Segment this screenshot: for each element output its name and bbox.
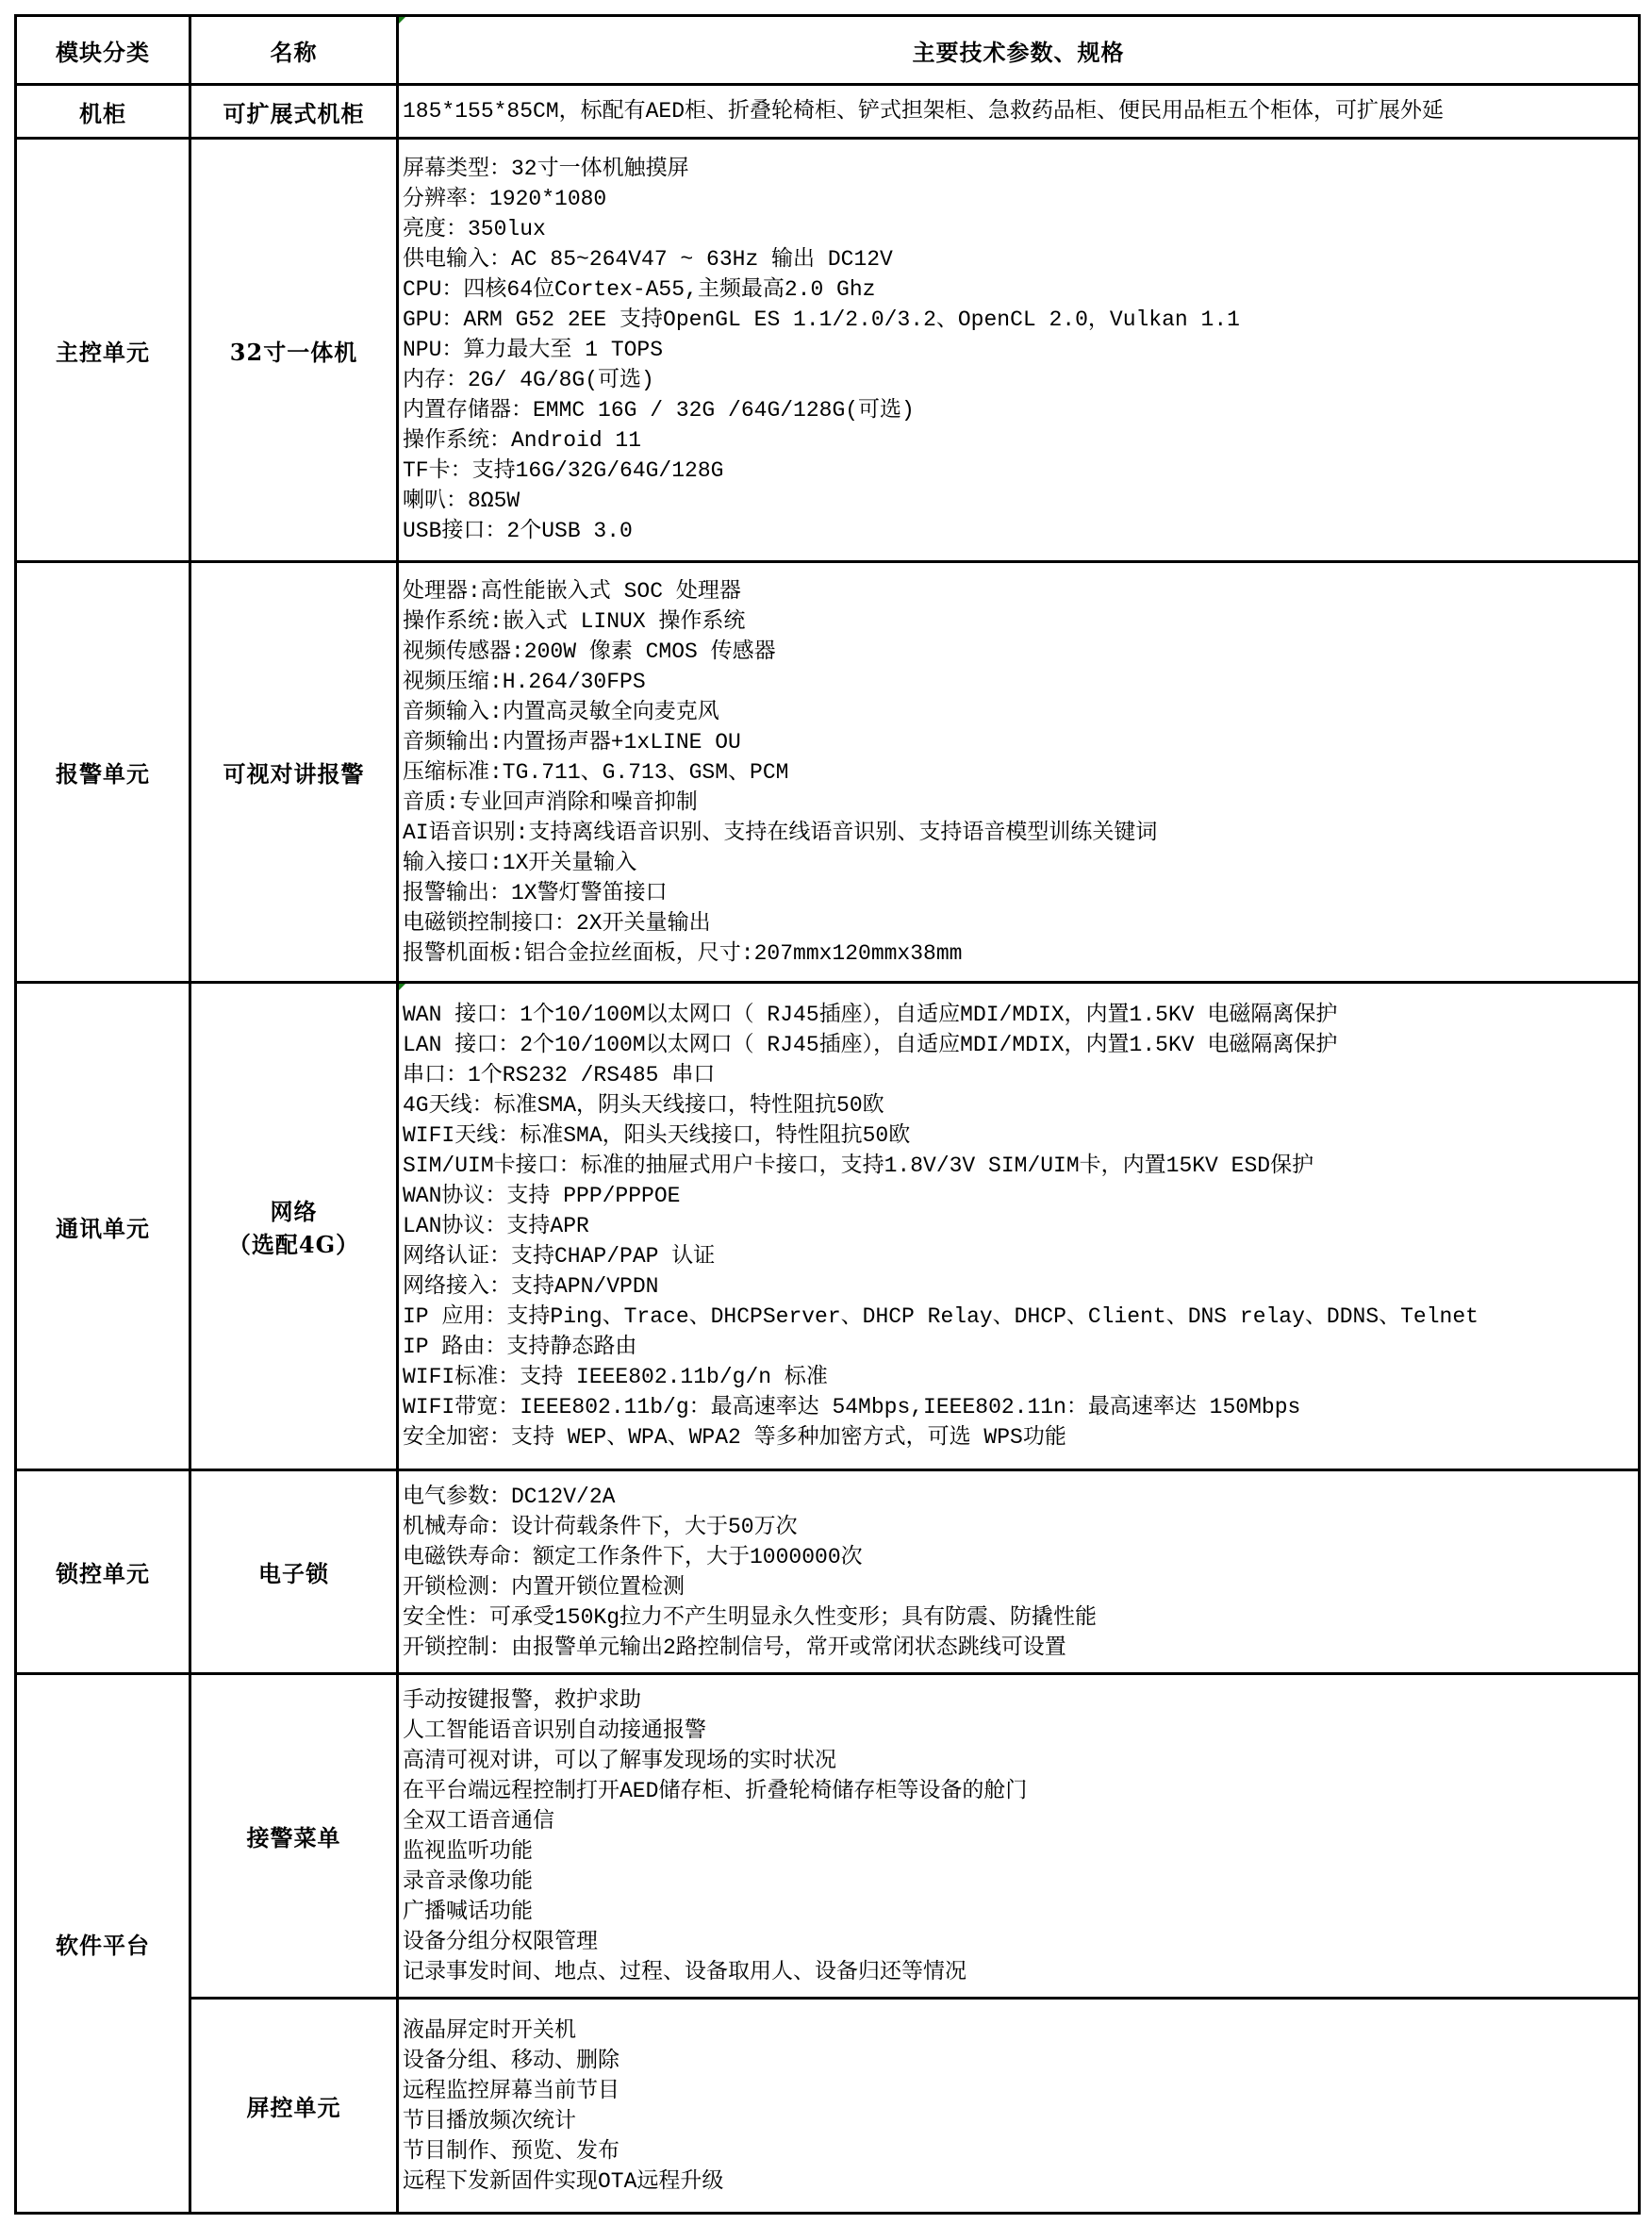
spec-line: 内置存储器：EMMC 16G / 32G /64G/128G(可选) bbox=[403, 398, 915, 423]
specs-cell bbox=[398, 562, 1640, 983]
spec-line: 分辨率：1920*1080 bbox=[403, 187, 607, 211]
spec-line: 监视监听功能 bbox=[403, 1838, 533, 1864]
name-line: 网络 bbox=[270, 1198, 318, 1225]
spec-line: 输入接口:1X开关量输入 bbox=[403, 850, 637, 875]
spec-line: WIFI天线：标准SMA，阳头天线接口，特性阻抗50欧 bbox=[403, 1123, 911, 1148]
spec-line: LAN 接口：2个10/100M以太网口（ RJ45插座），自适应MDI/MDIX，内置1.5KV 电磁隔离保护 bbox=[403, 1033, 1338, 1057]
spec-line: WIFI标准：支持 IEEE802.11b/g/n 标准 bbox=[403, 1365, 828, 1389]
spec-line: 4G天线：标准SMA，阴头天线接口，特性阻抗50欧 bbox=[403, 1093, 884, 1118]
name-cell bbox=[190, 983, 398, 1470]
spec-line: 串口：1个RS232 /RS485 串口 bbox=[403, 1063, 716, 1087]
name-cell: 屏控单元 bbox=[190, 1999, 398, 2214]
spec-line: 喇叭：8Ω5W bbox=[403, 489, 520, 513]
specs-cell bbox=[398, 1674, 1640, 1999]
spec-line: 内存：2G/ 4G/8G(可选) bbox=[403, 368, 654, 392]
name-cell: 32寸一体机 bbox=[190, 139, 398, 562]
header-category: 模块分类 bbox=[16, 16, 190, 85]
spec-line: IP 路由：支持静态路由 bbox=[403, 1335, 637, 1359]
spec-line: WAN 接口：1个10/100M以太网口（ RJ45插座），自适应MDI/MDIX，内置1.5KV 电磁隔离保护 bbox=[403, 1003, 1338, 1027]
spec-line: 人工智能语音识别自动接通报警 bbox=[403, 1718, 706, 1743]
spec-line: 操作系统：Android 11 bbox=[403, 428, 642, 453]
table-row-software-screen-control bbox=[16, 1999, 1640, 2214]
specs-cell bbox=[398, 85, 1640, 139]
spec-table bbox=[14, 14, 1641, 2215]
spec-line: TF卡：支持16G/32G/64G/128G bbox=[403, 458, 724, 483]
spec-line: 设备分组分权限管理 bbox=[403, 1929, 598, 1954]
spec-line: 供电输入：AC 85~264V47 ~ 63Hz 输出 DC12V bbox=[403, 247, 893, 272]
spec-line: 记录事发时间、地点、过程、设备取用人、设备归还等情况 bbox=[403, 1959, 966, 1984]
spec-line: 远程下发新固件实现OTA远程升级 bbox=[403, 2168, 724, 2194]
category-cell: 机柜 bbox=[16, 85, 190, 139]
spec-line: 节目制作、预览、发布 bbox=[403, 2138, 620, 2164]
category-cell: 软件平台 bbox=[16, 1674, 190, 2214]
spec-line: 机械寿命：设计荷载条件下，大于50万次 bbox=[403, 1514, 798, 1539]
spec-line: 远程监控屏幕当前节目 bbox=[403, 2078, 620, 2103]
spec-line: 音频输出:内置扬声器+1xLINE OU bbox=[403, 729, 741, 755]
spec-line: 音频输入:内置高灵敏全向麦克风 bbox=[403, 699, 719, 724]
spec-line: GPU：ARM G52 2EE 支持OpenGL ES 1.1/2.0/3.2、OpenCL 2.0，Vulkan 1.1 bbox=[403, 307, 1240, 332]
name-cell: 可视对讲报警 bbox=[190, 562, 398, 983]
spec-line: AI语音识别:支持离线语音识别、支持在线语音识别、支持语音模型训练关键词 bbox=[403, 820, 1158, 845]
spec-line: 网络接入：支持APN/VPDN bbox=[403, 1274, 659, 1299]
spec-line: WIFI带宽：IEEE802.11b/g：最高速率达 54Mbps,IEEE802.11n：最高速率达 150Mbps bbox=[403, 1395, 1301, 1419]
spec-line: 电磁铁寿命：额定工作条件下，大于1000000次 bbox=[403, 1544, 863, 1569]
spec-line: 报警机面板:铝合金拉丝面板，尺寸:207mmx120mmx38mm bbox=[403, 940, 963, 966]
spec-line: 开锁检测：内置开锁位置检测 bbox=[403, 1574, 685, 1600]
spec-line: SIM/UIM卡接口：标准的抽屉式用户卡接口，支持1.8V/3V SIM/UIM卡，内置15KV ESD保护 bbox=[403, 1153, 1314, 1178]
spec-line: WAN协议：支持 PPP/PPPOE bbox=[403, 1184, 681, 1208]
spec-line: 视频压缩:H.264/30FPS bbox=[403, 669, 646, 694]
name-cell: 电子锁 bbox=[190, 1470, 398, 1674]
spec-line: 操作系统:嵌入式 LINUX 操作系统 bbox=[403, 608, 746, 634]
spec-line: 音质:专业回声消除和噪音抑制 bbox=[403, 789, 698, 815]
spec-line: 在平台端远程控制打开AED储存柜、折叠轮椅储存柜等设备的舱门 bbox=[403, 1778, 1028, 1803]
category-cell: 锁控单元 bbox=[16, 1470, 190, 1674]
spec-line: 全双工语音通信 bbox=[403, 1808, 554, 1834]
spec-line: IP 应用：支持Ping、Trace、DHCPServer、DHCP Relay、DHCP、Client、DNS relay、DDNS、Telnet bbox=[403, 1304, 1479, 1329]
category-cell: 通讯单元 bbox=[16, 983, 190, 1470]
spec-line: CPU：四核64位Cortex-A55,主频最高2.0 Ghz bbox=[403, 277, 876, 302]
name-subline: （选配4G） bbox=[227, 1231, 360, 1258]
spec-line: 录音录像功能 bbox=[403, 1868, 533, 1894]
name-cell: 可扩展式机柜 bbox=[190, 85, 398, 139]
spec-line: 处理器:高性能嵌入式 SOC 处理器 bbox=[403, 578, 741, 604]
spec-line: 手动按键报警，救护求助 bbox=[403, 1687, 641, 1713]
spec-line: 电气参数：DC12V/2A bbox=[403, 1484, 616, 1509]
name-cell: 接警菜单 bbox=[190, 1674, 398, 1999]
spec-line: 高清可视对讲，可以了解事发现场的实时状况 bbox=[403, 1748, 836, 1773]
spec-line: 广播喊话功能 bbox=[403, 1899, 533, 1924]
table-row-main-control bbox=[16, 139, 1640, 562]
table-row-communication bbox=[16, 983, 1640, 1470]
specs-cell bbox=[398, 1470, 1640, 1674]
spec-line: 开锁控制：由报警单元输出2路控制信号，常开或常闭状态跳线可设置 bbox=[403, 1635, 1066, 1660]
category-cell: 主控单元 bbox=[16, 139, 190, 562]
spec-line: LAN协议：支持APR bbox=[403, 1214, 589, 1238]
table-row-alarm bbox=[16, 562, 1640, 983]
spec-line: 压缩标准:TG.711、G.713、GSM、PCM bbox=[403, 759, 789, 785]
category-cell: 报警单元 bbox=[16, 562, 190, 983]
header-name: 名称 bbox=[190, 16, 398, 85]
specs-cell bbox=[398, 983, 1640, 1470]
spec-line: 节目播放频次统计 bbox=[403, 2108, 576, 2133]
spec-line: NPU：算力最大至 1 TOPS bbox=[403, 338, 664, 362]
specs-cell bbox=[398, 1999, 1640, 2214]
spec-line: 液晶屏定时开关机 bbox=[403, 2017, 576, 2043]
spec-line: 185*155*85CM，标配有AED柜、折叠轮椅柜、铲式担架柜、急救药品柜、便民用品柜五个柜体，可扩展外延 bbox=[403, 99, 1445, 124]
spec-line: USB接口：2个USB 3.0 bbox=[403, 519, 633, 543]
table-row-cabinet bbox=[16, 85, 1640, 139]
spec-line: 亮度：350lux bbox=[403, 217, 546, 241]
spec-line: 电磁锁控制接口：2X开关量输出 bbox=[403, 910, 711, 936]
table-row-lock bbox=[16, 1470, 1640, 1674]
spec-line: 安全加密：支持 WEP、WPA、WPA2 等多种加密方式，可选 WPS功能 bbox=[403, 1425, 1066, 1450]
header-specs: 主要技术参数、规格 bbox=[398, 16, 1640, 85]
table-header-row bbox=[16, 16, 1640, 85]
spec-line: 视频传感器:200W 像素 CMOS 传感器 bbox=[403, 639, 776, 664]
spec-line: 设备分组、移动、删除 bbox=[403, 2048, 620, 2073]
spec-line: 报警输出：1X警灯警笛接口 bbox=[403, 880, 668, 905]
spec-line: 网络认证：支持CHAP/PAP 认证 bbox=[403, 1244, 716, 1269]
table-row-software-alarm-menu bbox=[16, 1674, 1640, 1999]
spec-line: 安全性：可承受150Kg拉力不产生明显永久性变形；具有防震、防撬性能 bbox=[403, 1604, 1098, 1630]
spec-line: 屏幕类型：32寸一体机触摸屏 bbox=[403, 157, 689, 181]
specs-cell bbox=[398, 139, 1640, 562]
